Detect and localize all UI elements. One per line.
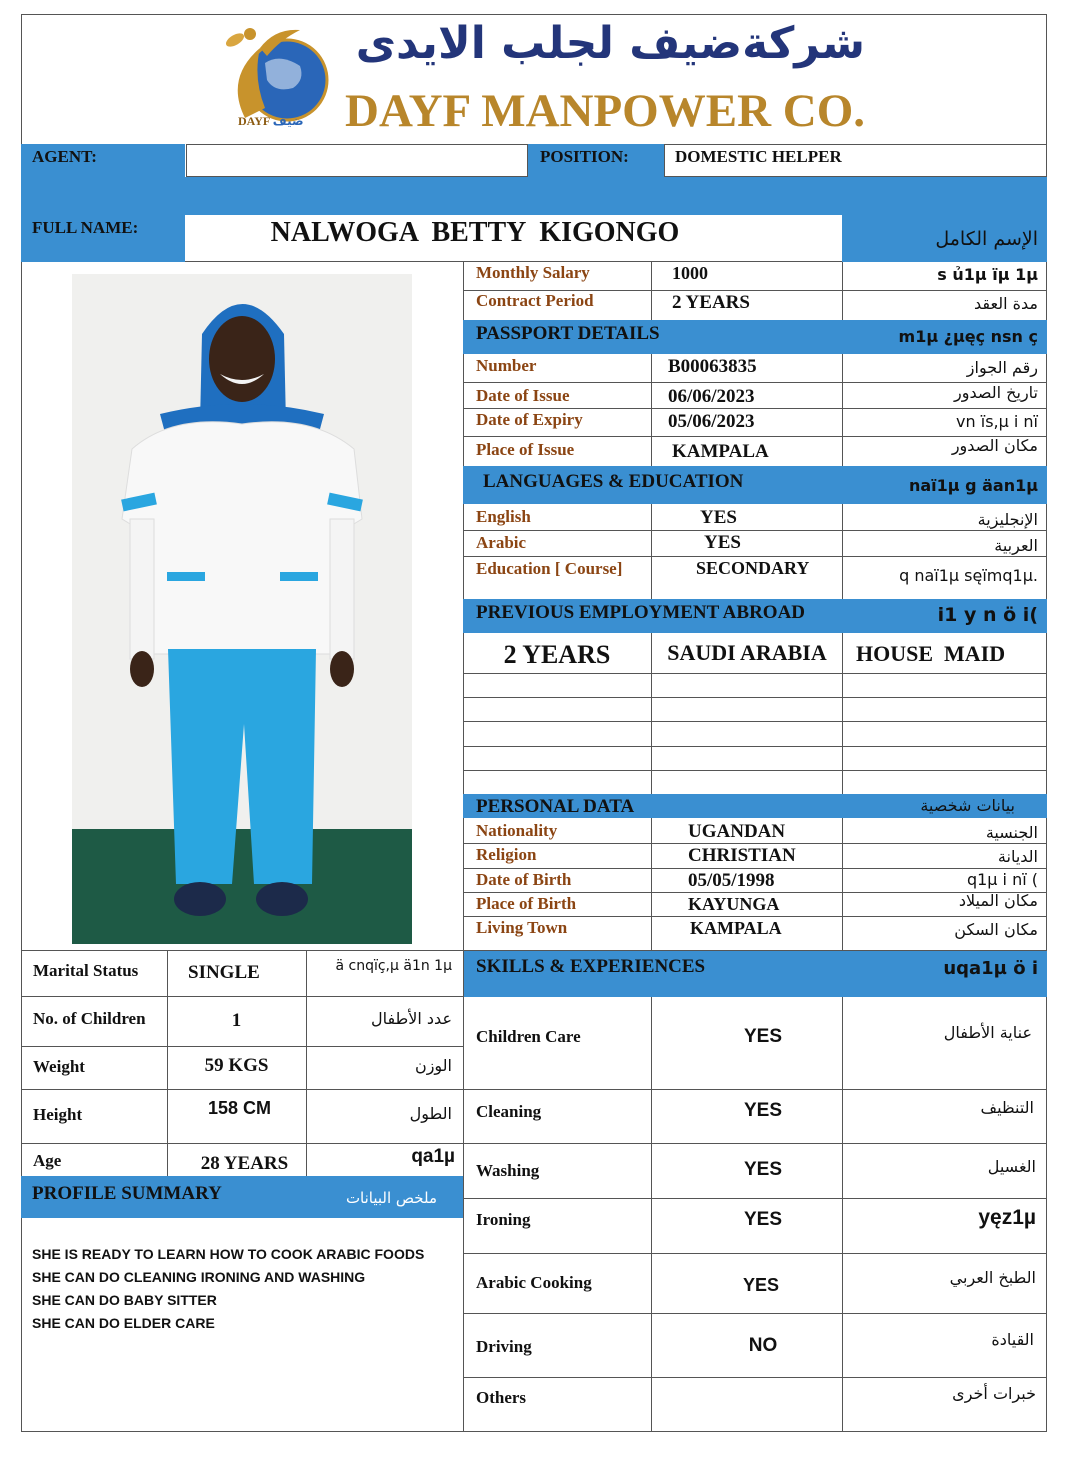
passport-title: PASSPORT DETAILS xyxy=(476,323,660,344)
driving-ar: القيادة xyxy=(991,1330,1034,1349)
cleaning-ar: التنظيف xyxy=(980,1098,1034,1117)
age-ar: qa1µ xyxy=(411,1146,455,1167)
employment-position: HOUSE MAID xyxy=(856,641,1006,666)
religion-ar: الديانة xyxy=(997,847,1038,866)
monthly-salary-ar: s ủ1µ ïµ 1µ xyxy=(937,265,1038,284)
arabic-label: Arabic xyxy=(476,533,527,552)
date-of-issue-value: 06/06/2023 xyxy=(668,386,755,407)
weight-ar: الوزن xyxy=(414,1056,452,1075)
ironing-ar: yęz1µ xyxy=(978,1206,1036,1229)
cleaning-value: YES xyxy=(743,1100,783,1121)
children-care-label: Children Care xyxy=(476,1027,581,1046)
arabic-cooking-value: YES xyxy=(742,1275,780,1295)
living-town-label: Living Town xyxy=(476,918,568,937)
age-label: Age xyxy=(33,1151,62,1170)
profile-title-ar: ملخص البيانات xyxy=(345,1189,437,1207)
languages-title-ar: naï1µ g äan1µ xyxy=(908,476,1038,495)
company-name: DAYF MANPOWER CO. xyxy=(345,85,866,137)
nationality-ar: الجنسية xyxy=(985,823,1038,842)
row-divider xyxy=(463,1143,1047,1144)
personal-title: PERSONAL DATA xyxy=(476,796,635,817)
washing-value: YES xyxy=(743,1159,783,1180)
row-divider xyxy=(463,843,1047,844)
others-ar: خبرات أخرى xyxy=(952,1384,1036,1403)
children-ar: عدد الأطفال xyxy=(370,1009,452,1028)
profile-line: SHE CAN DO CLEANING IRONING AND WASHING xyxy=(32,1269,366,1285)
agent-label: AGENT: xyxy=(32,147,97,166)
date-of-birth-label: Date of Birth xyxy=(476,870,572,889)
children-value: 1 xyxy=(231,1010,242,1031)
cleaning-label: Cleaning xyxy=(476,1102,542,1121)
row-divider xyxy=(463,721,1047,722)
skills-left-border xyxy=(463,950,464,1432)
profile-line: SHE CAN DO BABY SITTER xyxy=(32,1292,217,1308)
company-arabic-name: شركةضيف لجلب الايدى xyxy=(355,18,865,69)
logo-caption xyxy=(238,114,338,132)
place-of-issue-ar: مكان الصدور xyxy=(951,436,1038,455)
place-of-birth-ar: مكان الميلاد xyxy=(958,891,1038,910)
row-divider xyxy=(463,1313,1047,1314)
height-value: 158 CM xyxy=(207,1098,272,1118)
date-of-issue-ar: تاريخ الصدور xyxy=(954,383,1038,402)
education-ar: .q naï1µ sęïmq1µ xyxy=(899,566,1038,585)
row-divider xyxy=(21,1089,463,1090)
logo-text: DAYF xyxy=(238,114,270,128)
position-label: POSITION: xyxy=(540,147,629,166)
driving-value: NO xyxy=(748,1335,778,1356)
others-label: Others xyxy=(476,1388,527,1407)
employment-title-ar: )i1 y n ö i xyxy=(937,604,1038,626)
arabic-ar: العربية xyxy=(994,536,1038,555)
education-value: SECONDARY xyxy=(696,558,810,578)
profile-line: SHE IS READY TO LEARN HOW TO COOK ARABIC FOODS xyxy=(32,1246,425,1262)
date-of-birth-ar: ) q1µ i nï xyxy=(966,870,1038,889)
row-divider xyxy=(21,1143,463,1144)
place-of-birth-value: KAYUNGA xyxy=(688,894,780,914)
ironing-value: YES xyxy=(743,1209,783,1230)
driving-label: Driving xyxy=(476,1337,532,1356)
languages-title: LANGUAGES & EDUCATION xyxy=(483,471,744,492)
row-divider xyxy=(463,530,1047,531)
monthly-salary-value: 1000 xyxy=(672,263,708,283)
nationality-label: Nationality xyxy=(476,821,558,840)
children-care-value: YES xyxy=(743,1026,783,1047)
passport-number-value: B00063835 xyxy=(668,356,757,377)
full-name-ar: الإسم الكامل xyxy=(935,228,1038,250)
row-divider xyxy=(463,408,1047,409)
row-divider xyxy=(21,1046,463,1047)
contract-period-ar: مدة العقد xyxy=(974,294,1038,313)
nationality-value: UGANDAN xyxy=(688,821,786,842)
profile-title: PROFILE SUMMARY xyxy=(32,1183,222,1204)
arabic-value: YES xyxy=(704,532,741,553)
employment-title: PREVIOUS EMPLOYMENT ABROAD xyxy=(476,602,806,623)
children-label: No. of Children xyxy=(33,1009,146,1028)
english-label: English xyxy=(476,507,531,526)
row-divider xyxy=(463,1198,1047,1199)
personal-title-ar: بيانات شخصية xyxy=(920,796,1015,815)
row-divider xyxy=(463,1253,1047,1254)
age-value: 28 YEARS xyxy=(200,1153,289,1174)
height-label: Height xyxy=(33,1105,83,1124)
logo-arabic: ضيف xyxy=(272,114,304,128)
row-divider xyxy=(463,697,1047,698)
row-divider xyxy=(463,770,1047,771)
english-ar: الإنجليزية xyxy=(977,510,1038,529)
monthly-salary-label: Monthly Salary xyxy=(476,263,590,282)
date-of-expiry-ar: vn ïs,µ i nï xyxy=(956,412,1038,431)
date-of-expiry-value: 05/06/2023 xyxy=(668,411,755,432)
religion-value: CHRISTIAN xyxy=(688,845,796,866)
ironing-label: Ironing xyxy=(476,1210,531,1229)
weight-label: Weight xyxy=(33,1057,85,1076)
full-name-label: FULL NAME: xyxy=(32,218,139,237)
height-ar: الطول xyxy=(409,1104,452,1123)
passport-title-ar: m1µ ¿µęç nsn ç xyxy=(898,327,1038,346)
skills-title: SKILLS & EXPERIENCES xyxy=(476,956,706,977)
education-label: Education [ Course] xyxy=(476,559,623,578)
row-divider xyxy=(463,916,1047,917)
position-value: DOMESTIC HELPER xyxy=(675,147,842,166)
marital-status-label: Marital Status xyxy=(33,961,139,980)
marital-status-value: SINGLE xyxy=(188,962,260,983)
row-divider xyxy=(463,673,1047,674)
washing-label: Washing xyxy=(476,1161,540,1180)
row-divider xyxy=(463,556,1047,557)
place-of-issue-value: KAMPALA xyxy=(672,441,769,462)
row-divider xyxy=(463,1377,1047,1378)
full-name-value: NALWOGA BETTY KIGONGO xyxy=(270,217,680,248)
children-care-ar: عناية الأطفال xyxy=(943,1023,1032,1042)
skills-title-ar: uqa1µ ö i xyxy=(943,958,1038,979)
washing-ar: الغسيل xyxy=(987,1157,1036,1176)
date-of-issue-label: Date of Issue xyxy=(476,386,570,405)
place-of-issue-label: Place of Issue xyxy=(476,440,575,459)
arabic-cooking-label: Arabic Cooking xyxy=(476,1273,592,1292)
religion-label: Religion xyxy=(476,845,537,864)
english-value: YES xyxy=(700,507,737,528)
agent-value xyxy=(186,144,528,177)
place-of-birth-label: Place of Birth xyxy=(476,894,577,913)
passport-number-label: Number xyxy=(476,356,537,375)
arabic-cooking-ar: الطبخ العربي xyxy=(949,1268,1036,1287)
contract-period-value: 2 YEARS xyxy=(672,292,750,313)
row-divider xyxy=(463,1089,1047,1090)
row-divider xyxy=(463,746,1047,747)
living-town-ar: مكان السكن xyxy=(954,920,1038,939)
contract-period-label: Contract Period xyxy=(476,291,594,310)
row-divider xyxy=(463,868,1047,869)
weight-value: 59 KGS xyxy=(204,1055,269,1076)
employment-years: 2 YEARS xyxy=(503,640,611,669)
date-of-birth-value: 05/05/1998 xyxy=(688,870,775,891)
profile-line: SHE CAN DO ELDER CARE xyxy=(32,1315,215,1331)
candidate-photo xyxy=(72,274,412,944)
employment-country: SAUDI ARABIA xyxy=(667,640,827,665)
row-divider xyxy=(21,996,463,997)
living-town-value: KAMPALA xyxy=(690,918,782,938)
passport-number-ar: رقم الجواز xyxy=(966,358,1038,377)
spacer-band xyxy=(21,177,1047,215)
marital-status-ar: ä cnqïç,µ ä1n 1µ xyxy=(335,958,452,974)
date-of-expiry-label: Date of Expiry xyxy=(476,410,583,429)
